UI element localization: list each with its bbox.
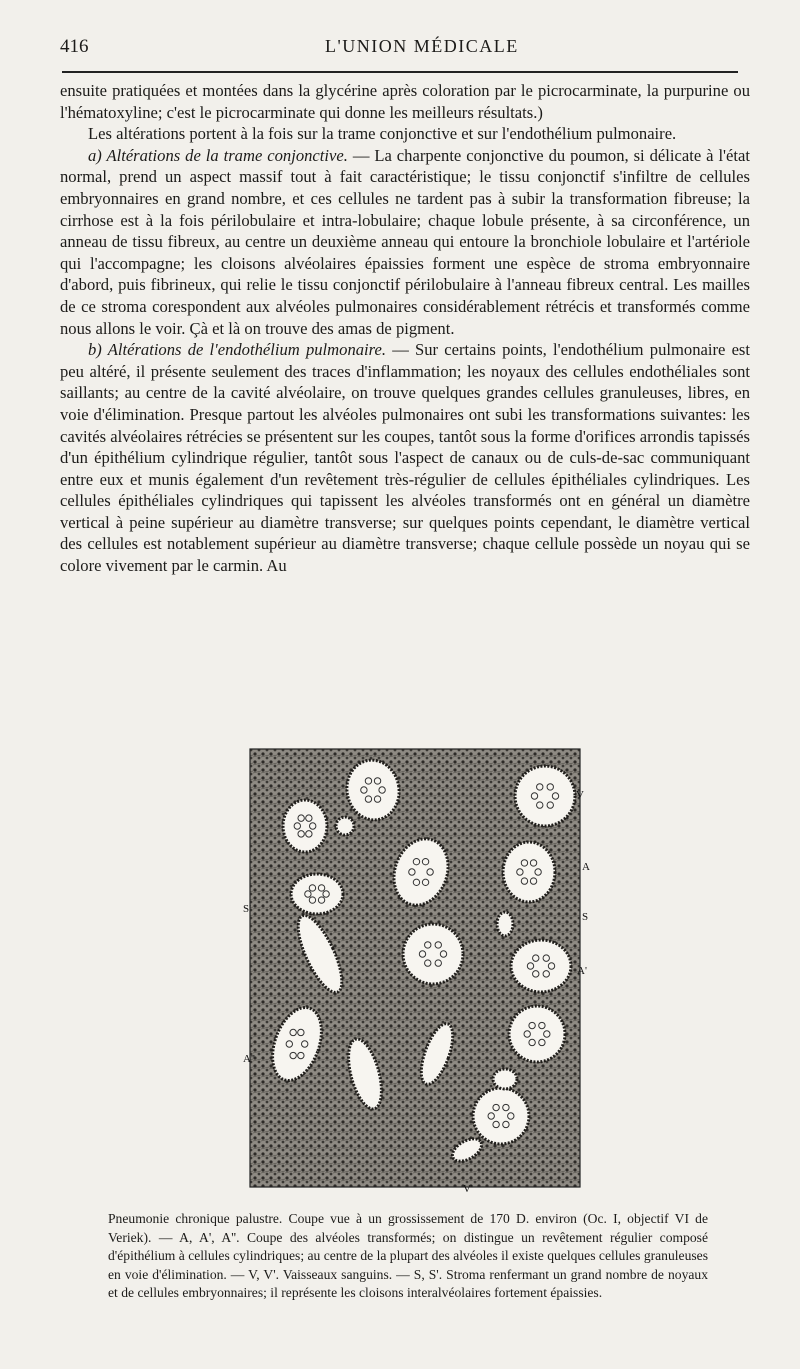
alveolus-1 <box>283 800 327 852</box>
paragraph-endothelium <box>60 339 750 577</box>
section-heading-b: b) Altérations de l'endothélium pulmonaire. <box>88 340 387 360</box>
paragraph-trame-conjonctive <box>60 145 750 339</box>
paragraph-alterations-intro: Les altérations portent à la fois sur la trame conjonctive et sur l'endothélium pulmonaire. <box>88 124 677 144</box>
running-title: L'UNION MÉDICALE <box>325 36 519 56</box>
label-s-right: S <box>582 911 589 923</box>
alveolus-6 <box>291 874 343 914</box>
figure-caption <box>108 1210 708 1303</box>
alveolus-15 <box>473 1088 529 1144</box>
caption-text: Pneumonie chronique palustre. Coupe vue à un grossissement de 170 D. environ (Oc. I, objectif VI de Veriek). — A, A', A''. Coupe des alvéoles transformés; on distingue un revêtement régulier composé d'épithélium à cellules cylindriques; au centre de la plupart des alvéoles il existe quelques cellules granuleuses en voie d'élimination. — V, V'. Vaisseaux sanguins. — S, S'. Stroma renfermant un grand nombre de noyaux et de cellules embryonnaires; il représente les cloisons interalvéolaires fortement épaissies. <box>108 1211 708 1300</box>
body-text <box>60 80 750 577</box>
alveolus-3 <box>515 766 575 826</box>
label-a-double-prime-left: A'' <box>243 1053 255 1065</box>
section-text-a: — La charpente conjonctive du poumon, si délicate à l'état normal, prend un aspect massif tout à fait caractéristique; le tissu conjonctif s'infiltre de cellules embryonnaires en grand nombre, et ces cellules ne tardent pas à subir la transformation fibreuse; la cirrhose est à la fois périlobulaire et intra-lobulaire; chaque lobule présente, à sa circonférence, un anneau de tissu fibreux, au centre un deuxième anneau qui entoure la bronchiole lobulaire et l'artériole qui l'accompagne; les cloisons alvéolaires épaissies forment une espèce de stroma embryonnaire d'abord, puis fibrineux, qui relie le tissu conjonctif périlobulaire à l'anneau fibreux central. Les mailles de ce stroma corespondent aux alvéoles pulmonaires considérablement rétrécis et transformés comme nous allons le voir. Çà et là on trouve des amas de pigment. <box>60 145 750 338</box>
label-a-prime-right: A' <box>577 965 587 977</box>
paragraph-methods: ensuite pratiquées et montées dans la glycérine après coloration par le picrocarminate, la purpurine ou l'hématoxyline; c'est le picrocarminate qui donne les meilleurs résultats.) <box>60 81 750 122</box>
label-v-prime-bottom: V' <box>463 1183 473 1195</box>
section-text-b: — Sur certains points, l'endothélium pulmonaire est peu altéré, il présente seulement des traces d'inflammation; les noyaux des cellules endothéliales sont saillants; au centre de la cavité alvéolaire, on trouve quelques grandes cellules granuleuses, libres, en voie d'élimination. Presque partout les alvéoles pulmonaires ont subi les transformations suivantes: les cavités alvéolaires rétrécies se présentent sur les coupes, tantôt sous la forme d'orifices arrondis tapissés d'un épithélium cylindrique régulier, tantôt sous l'aspect de canaux ou de culs-de-sac communiquant entre eux et munis également d'un revêtement très-régulier de cellules épithéliales cylindriques. Les cellules épithéliales cylindriques qui tapissent les alvéoles transformés ont en général un diamètre vertical à peine supérieur au diamètre transverse; sur quelques points cependant, le diamètre vertical des cellules est notablement supérieur au diamètre transverse; chaque cellule possède un noyau qui se colore vivement par le carmin. Au <box>60 340 750 576</box>
alveolus-7 <box>403 924 463 984</box>
page-header <box>60 32 750 66</box>
alveolus-16 <box>493 1069 517 1089</box>
label-s-prime-left: S' <box>243 903 252 915</box>
label-a-right: A <box>582 861 590 873</box>
alveolus-2 <box>336 817 354 835</box>
section-heading-a: a) Altérations de la trame conjonctive. <box>88 145 348 165</box>
header-rule <box>62 71 738 73</box>
label-v-top: V <box>576 789 584 801</box>
page-number: 416 <box>60 36 89 57</box>
alveolus-8 <box>511 940 571 992</box>
alveolus-10 <box>497 912 513 936</box>
alveolus-14 <box>509 1006 565 1062</box>
alveolus-5 <box>503 842 555 902</box>
histology-figure <box>245 744 590 1194</box>
